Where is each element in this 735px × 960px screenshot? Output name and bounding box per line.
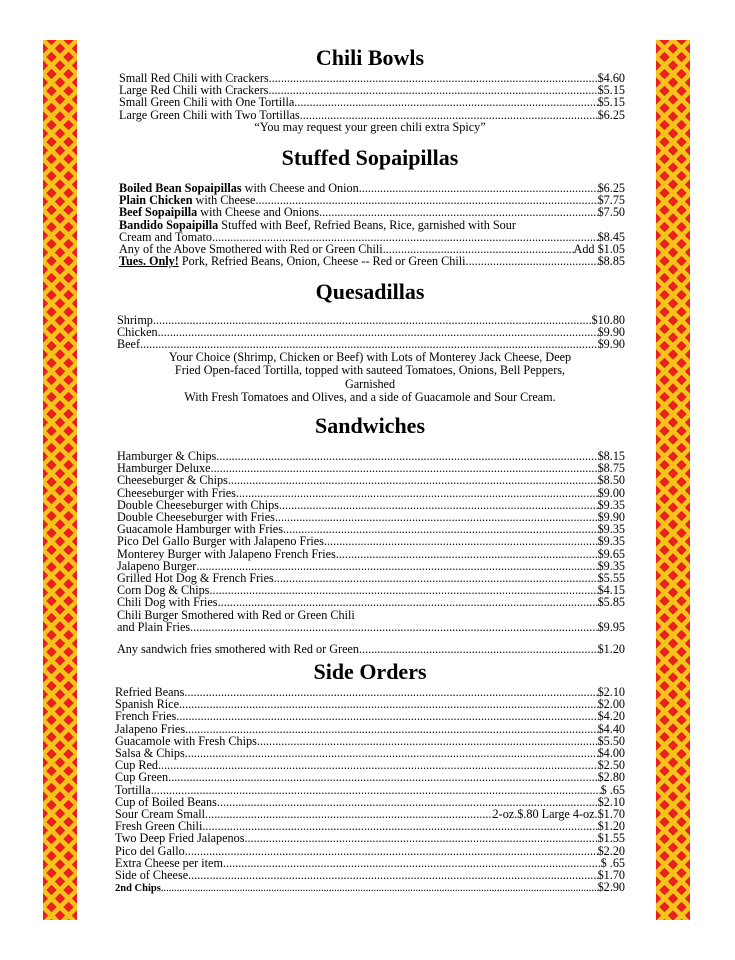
menu-item: Jalapeno Fries ..... $4.40 [115, 723, 625, 735]
menu-item: Fresh Green Chili ..... $1.20 [115, 820, 625, 832]
menu-item: Guacamole with Fresh Chips ..... $5.50 [115, 735, 625, 747]
menu-item: Corn Dog & Chips ..... $4.15 [117, 584, 625, 596]
menu-item: Cheeseburger & Chips ..... $8.50 [117, 474, 625, 486]
menu-item: Plain Chicken with Cheese ..... $7.75 [119, 194, 625, 206]
menu-item: Hamburger & Chips ..... $8.15 [117, 450, 625, 462]
menu-item: Chili Dog with Fries ..... $5.85 [117, 596, 625, 608]
section-chili-bowls [115, 44, 625, 134]
section-quesadillas [115, 278, 625, 405]
menu-item-bandido: Bandido Sopaipilla Stuffed with Beef, Refried Beans, Rice, garnished with Sour [119, 217, 516, 232]
menu-item: Double Cheeseburger with Fries ..... $9.90 [117, 511, 625, 523]
section-title: Quesadillas [315, 279, 425, 304]
menu-item: Large Red Chili with Crackers ..... $5.15 [119, 84, 625, 96]
decorative-border-right [656, 40, 690, 920]
menu-item: Two Deep Fried Jalapenos ..... $1.55 [115, 832, 625, 844]
menu-item: Pico del Gallo ..... $2.20 [115, 845, 625, 857]
menu-item: Beef ..... $9.90 [117, 338, 625, 350]
menu-item: Guacamole Hamburger with Fries ..... $9.35 [117, 523, 625, 535]
menu-item: Extra Cheese per item ..... $ .65 [115, 857, 625, 869]
menu-item: Tortilla ..... $ .65 [115, 784, 625, 796]
tuesday-special: Tues. Only! Pork, Refried Beans, Onion, Cheese -- Red or Green Chili ..... $8.85 [119, 255, 625, 267]
smother-fries-addon: Any sandwich fries smothered with Red or Green ..... $1.20 [117, 643, 625, 655]
quesadilla-description: Your Choice (Shrimp, Chicken or Beef) with Lots of Monterey Jack Cheese, Deep Fried Open-faced Tortilla, topped with sauteed Tomatoes, Onions, Bell Peppers, Garnished With Fresh Tomatoes and Olives, and a side of Guacamole and Sour Cream. [168, 349, 572, 405]
menu-item: Salsa & Chips ..... $4.00 [115, 747, 625, 759]
section-stuffed-sopaipillas [115, 144, 625, 268]
menu-item: Hamburger Deluxe ..... $8.75 [117, 462, 625, 474]
section-title: Chili Bowls [315, 45, 425, 70]
menu-item: Cup Red ..... $2.50 [115, 759, 625, 771]
section-side-orders [115, 658, 625, 895]
menu-item: Side of Cheese ..... $1.70 [115, 869, 625, 881]
decorative-border-left [43, 40, 77, 920]
menu-item: Jalapeno Burger ..... $9.35 [117, 560, 625, 572]
menu-item: Double Cheeseburger with Chips ..... $9.35 [117, 499, 625, 511]
menu-item: Large Green Chili with Two Tortillas ..... $6.25 [119, 109, 625, 121]
menu-item: Pico Del Gallo Burger with Jalapeno Fries ..... $9.35 [117, 535, 625, 547]
menu-item: Small Red Chili with Crackers ..... $4.60 [119, 72, 625, 84]
menu-item-sour-cream: Sour Cream Small ..... 2-oz.$.80 Large 4-oz. $1.70 [115, 808, 625, 820]
menu-item: Refried Beans ..... $2.10 [115, 686, 625, 698]
menu-item: Beef Sopaipilla with Cheese and Onions ..... $7.50 [119, 206, 625, 218]
menu-item: Monterey Burger with Jalapeno French Fries ..... $9.65 [117, 548, 625, 560]
menu-item-2nd-chips: 2nd Chips ..... $2.90 [115, 881, 625, 895]
menu-item: Boiled Bean Sopaipillas with Cheese and Onion ..... $6.25 [119, 182, 625, 194]
smother-addon: Any of the Above Smothered with Red or Green Chili ..... Add $1.05 [119, 243, 625, 255]
menu-item: Cup Green ..... $2.80 [115, 771, 625, 783]
menu-item: Spanish Rice ..... $2.00 [115, 698, 625, 710]
menu-item: Small Green Chili with One Tortilla ..... $5.15 [119, 96, 625, 108]
section-sandwiches [115, 412, 625, 655]
menu-item-bandido-cont: Cream and Tomato ..... $8.45 [119, 231, 625, 243]
section-title: Stuffed Sopaipillas [281, 145, 459, 170]
section-title: Side Orders [313, 659, 427, 684]
menu-item: Shrimp ..... $10.80 [117, 314, 625, 326]
menu-item-chili-burger: Chili Burger Smothered with Red or Green Chili [117, 607, 355, 622]
menu-item: French Fries ..... $4.20 [115, 710, 625, 722]
menu-item: Cup of Boiled Beans ..... $2.10 [115, 796, 625, 808]
section-title: Sandwiches [314, 413, 426, 438]
spicy-note: “You may request your green chili extra Spicy” [254, 119, 486, 134]
menu-item: Cheeseburger with Fries ..... $9.00 [117, 487, 625, 499]
menu-item-chili-burger-cont: and Plain Fries ..... $9.95 [117, 621, 625, 633]
menu-item: Grilled Hot Dog & French Fries ..... $5.55 [117, 572, 625, 584]
menu-item: Chicken ..... $9.90 [117, 326, 625, 338]
